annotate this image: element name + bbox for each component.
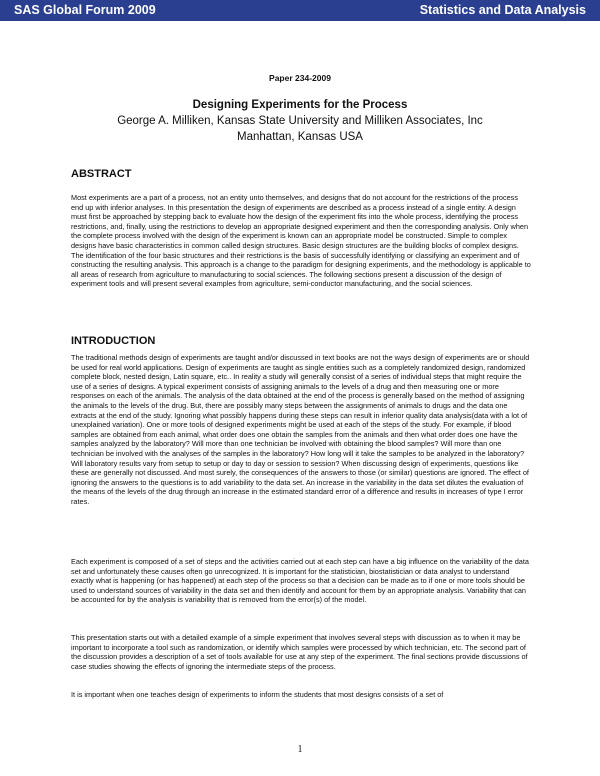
abstract-heading: ABSTRACT xyxy=(71,168,132,180)
paper-number: Paper 234-2009 xyxy=(269,73,331,83)
author-location: Manhattan, Kansas USA xyxy=(237,131,363,143)
page-number: 1 xyxy=(297,744,303,755)
introduction-paragraph-1: The traditional methods design of experiments are taught and/or discussed in text books are not the ways design of experiments are or should be used for real world applications. Design of experiments are taught as single entities such as a completely randomized design, randomized complete block, nested design, Latin square, etc.. In reality a study will generally consist of a series of individual steps that might require the use of a series of designs. A typical experiment consists of assigning animals to the levels of a drug and then measuring one or more responses on each of the animals. The analysis of the data obtained at the end of the process is generally based on the method of assigning the animals to the levels of the drug. But, there are possibly many steps between the assignments of animals to drugs and the data one extracts at the end of the study. Ignoring what possibly happens during these steps can result in inferior quality data analysis(data with a lot of unexplained variation). One or more tools of designed experiments might be used at each of the steps of the study. For example, if blood samples are obtained from each animal, what order does one obtain the samples from the animals and then what order does one have the samples analyzed by the laboratory? Will more than one technician be involved with obtaining the blood samples? Will more than one technician be involved with the analyses of the samples in the laboratory? How long will it take the samples to be analyzed in the laboratory? Will laboratory results vary from setup to setup or day to day or session to session? When discussing design of experiments, questions like these are generally not discussed. And most surely, the consequences of the answers to those (or similar) questions are ignored. The effect of ignoring the answers to the questions is to add variability to the data set. An increase in the variability in the data set dilutes the evaluation of the means of the levels of the drug through an increase in the estimated standard error of a difference and results in increases of type I error rates. xyxy=(71,353,530,506)
introduction-paragraph-3: This presentation starts out with a detailed example of a simple experiment that involves several steps with discussion as to when it may be important to incorporate a tool such as randomization, or identify which samples were processed by which technician, etc. The second part of the discussion provides a description of a set of tools available for use at any step of the experiment. The final sections provide discussions of case studies showing the effects of ignoring the intermediate steps of the process. xyxy=(71,633,528,671)
introduction-paragraph-2: Each experiment is composed of a set of steps and the activities carried out at each step can have a big influence on the variability of the data set and unfortunately these causes often go unrecognized. It is important for the statistician, biostatistician or data analyst to understand exactly what is happening (or has happened) at each step of the process so that a decision can be made as to if one or more tools should be used to understand sources of variability in the data set and then identify and account for them by an appropriate analysis. Variability that can be accounted for by the analysis is variability that is removed from the error(s) of the model. xyxy=(71,557,529,605)
section-name: Statistics and Data Analysis xyxy=(419,3,586,17)
introduction-paragraph-4: It is important when one teaches design of experiments to inform the students that most designs consists of a set of xyxy=(71,690,444,699)
paper-title: Designing Experiments for the Process xyxy=(192,99,408,111)
author-line: George A. Milliken, Kansas State University and Milliken Associates, Inc xyxy=(117,115,483,127)
header-bar xyxy=(0,0,600,21)
introduction-heading: INTRODUCTION xyxy=(71,335,156,347)
abstract-paragraph: Most experiments are a part of a process, not an entity unto themselves, and designs that do not account for the restrictions of the process end up with inferior analyses. In this presentation the design of experiments are described as a process instead of a single entity. A design must first be approached by stepping back to evaluate how the design of the experiment fits into the whole process, identifying the process restrictions, and, finally, using the restrictions to develop an appropriate designed experiment and then the corresponding analysis. Only when the complete process involved with the design of the experiment is known can an appropriate model be constructed. Simple to complex designs have basic characteristics in common called design structures. Basic design structures are the building blocks of complex designs. The identification of the four basic structures and their restrictions is the basis of successfully identifying or classifying an experiment and of constructing the resulting analysis. This approach is a change to the paradigm for designing experiments, and the methodology is applicable to all areas of research from agriculture to manufacturing to social sciences. The following sections present a discussion of the design of experiment tools and will present several examples from agriculture, semi-conductor manufacturing, and the social sciences. xyxy=(71,193,531,289)
conference-name: SAS Global Forum 2009 xyxy=(14,3,156,17)
